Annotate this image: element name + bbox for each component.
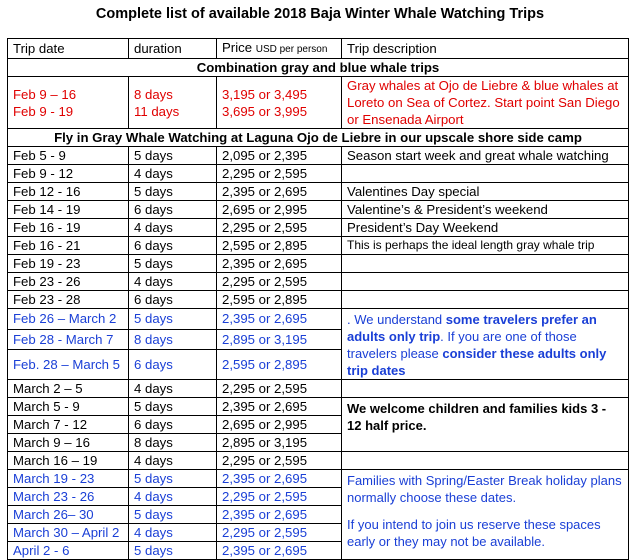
table-row bbox=[8, 147, 629, 165]
trip-price: 2,695 or 2,995 bbox=[217, 201, 342, 219]
trip-price: 2,295 or 2,595 bbox=[217, 273, 342, 291]
trip-duration: 5 days bbox=[129, 255, 217, 273]
trip-date: March 30 – April 2 bbox=[8, 524, 129, 542]
trip-description bbox=[342, 291, 629, 309]
table-row bbox=[8, 380, 629, 398]
trip-price: 2,395 or 2,695 bbox=[217, 398, 342, 416]
combo-duration-1: 8 days bbox=[134, 86, 173, 102]
trip-description bbox=[342, 452, 629, 470]
spring-note-1: Families with Spring/Easter Break holiday plans normally choose these dates. bbox=[347, 473, 622, 505]
trip-duration: 4 days bbox=[129, 488, 217, 506]
table-row bbox=[8, 452, 629, 470]
trip-date: Feb 5 - 9 bbox=[8, 147, 129, 165]
trip-duration: 5 days bbox=[129, 470, 217, 488]
header-price-label: Price bbox=[222, 40, 253, 55]
trip-price: 2,295 or 2,595 bbox=[217, 488, 342, 506]
trip-duration: 5 days bbox=[129, 506, 217, 524]
header-trip-date: Trip date bbox=[8, 39, 129, 59]
table-row bbox=[8, 255, 629, 273]
header-description: Trip description bbox=[342, 39, 629, 59]
trip-duration: 6 days bbox=[129, 350, 217, 380]
trip-price: 2,295 or 2,595 bbox=[217, 524, 342, 542]
combo-date-1: Feb 9 – 16 bbox=[13, 86, 77, 102]
combo-durations bbox=[129, 77, 217, 129]
trip-date: Feb 12 - 16 bbox=[8, 183, 129, 201]
trip-date: March 2 – 5 bbox=[8, 380, 129, 398]
trip-date: Feb 19 - 23 bbox=[8, 255, 129, 273]
trip-price: 2,395 or 2,695 bbox=[217, 255, 342, 273]
page-title: Complete list of available 2018 Baja Winter Whale Watching Trips bbox=[95, 6, 545, 22]
trip-description: President’s Day Weekend bbox=[342, 219, 629, 237]
trip-description bbox=[342, 165, 629, 183]
trip-price: 2,595 or 2,895 bbox=[217, 350, 342, 380]
table-row bbox=[8, 273, 629, 291]
trip-date: Feb 16 - 19 bbox=[8, 219, 129, 237]
trip-price: 2,395 or 2,695 bbox=[217, 183, 342, 201]
trip-duration: 4 days bbox=[129, 452, 217, 470]
combo-description: Gray whales at Ojo de Liebre & blue whales at Loreto on Sea of Cortez. Start point San Diego or Ensenada Airport bbox=[342, 77, 629, 129]
trip-duration: 8 days bbox=[129, 329, 217, 350]
section-row-flyin bbox=[8, 129, 629, 147]
combo-price-1: 3,195 or 3,495 bbox=[222, 86, 308, 102]
trip-date: Feb. 28 – March 5 bbox=[8, 350, 129, 380]
trip-price: 2,295 or 2,595 bbox=[217, 219, 342, 237]
table-row bbox=[8, 183, 629, 201]
adults-note-part2: some travelers prefer an adults only trip bbox=[347, 312, 597, 344]
trip-duration: 6 days bbox=[129, 416, 217, 434]
trip-date: March 26– 30 bbox=[8, 506, 129, 524]
trip-duration: 4 days bbox=[129, 165, 217, 183]
combo-duration-2: 11 days bbox=[134, 103, 180, 119]
trip-date: Feb 23 - 28 bbox=[8, 291, 129, 309]
trip-description: Valentine’s & President’s weekend bbox=[342, 201, 629, 219]
trip-date: March 23 - 26 bbox=[8, 488, 129, 506]
trip-date: March 16 – 19 bbox=[8, 452, 129, 470]
adults-note-part4: consider these adults only trip dates bbox=[347, 346, 607, 378]
header-price bbox=[217, 39, 342, 59]
table-row bbox=[8, 237, 629, 255]
trip-price: 2,095 or 2,395 bbox=[217, 147, 342, 165]
table-row bbox=[8, 291, 629, 309]
trip-date: March 19 - 23 bbox=[8, 470, 129, 488]
combo-prices bbox=[217, 77, 342, 129]
trip-price: 2,395 or 2,695 bbox=[217, 542, 342, 560]
table-row bbox=[8, 165, 629, 183]
trip-duration: 4 days bbox=[129, 219, 217, 237]
trip-price: 2,895 or 3,195 bbox=[217, 329, 342, 350]
trip-date: March 9 – 16 bbox=[8, 434, 129, 452]
spring-note-2: If you intend to join us reserve these spaces early or they may not be available. bbox=[347, 517, 601, 549]
table-row bbox=[8, 309, 629, 330]
trip-description: This is perhaps the ideal length gray whale trip bbox=[342, 237, 629, 255]
trip-description: Valentines Day special bbox=[342, 183, 629, 201]
table-row bbox=[8, 219, 629, 237]
spring-break-note bbox=[342, 470, 629, 560]
trip-description bbox=[342, 380, 629, 398]
trip-price: 2,395 or 2,695 bbox=[217, 506, 342, 524]
adults-note-part1: . We understand bbox=[347, 312, 446, 327]
table-row bbox=[8, 398, 629, 416]
table-row bbox=[8, 201, 629, 219]
section-title-combination: Combination gray and blue whale trips bbox=[8, 59, 629, 77]
trip-description: Season start week and great whale watching bbox=[342, 147, 629, 165]
combo-date-2: Feb 9 - 19 bbox=[13, 103, 74, 119]
section-row-combination bbox=[8, 59, 629, 77]
trip-duration: 5 days bbox=[129, 147, 217, 165]
header-price-unit: USD per person bbox=[255, 44, 328, 55]
trip-price: 2,295 or 2,595 bbox=[217, 452, 342, 470]
trip-price: 2,295 or 2,595 bbox=[217, 165, 342, 183]
trip-duration: 6 days bbox=[129, 291, 217, 309]
trip-price: 2,695 or 2,995 bbox=[217, 416, 342, 434]
trips-table bbox=[7, 38, 629, 560]
trip-description bbox=[342, 273, 629, 291]
trip-date: Feb 28 - March 7 bbox=[8, 329, 129, 350]
header-duration: duration bbox=[129, 39, 217, 59]
trip-price: 2,595 or 2,895 bbox=[217, 237, 342, 255]
trip-description bbox=[342, 255, 629, 273]
trip-date: April 2 - 6 bbox=[8, 542, 129, 560]
trip-date: March 7 - 12 bbox=[8, 416, 129, 434]
trip-date: March 5 - 9 bbox=[8, 398, 129, 416]
trip-date: Feb 23 - 26 bbox=[8, 273, 129, 291]
trip-duration: 4 days bbox=[129, 273, 217, 291]
trip-date: Feb 9 - 12 bbox=[8, 165, 129, 183]
trip-price: 2,395 or 2,695 bbox=[217, 470, 342, 488]
trip-duration: 6 days bbox=[129, 201, 217, 219]
trip-duration: 6 days bbox=[129, 237, 217, 255]
trip-duration: 5 days bbox=[129, 398, 217, 416]
trip-date: Feb 26 – March 2 bbox=[8, 309, 129, 330]
adults-note-part3: . If you are one of those travelers please bbox=[347, 329, 577, 361]
trip-price: 2,895 or 3,195 bbox=[217, 434, 342, 452]
trip-price: 2,295 or 2,595 bbox=[217, 380, 342, 398]
families-note: We welcome children and families kids 3 - 12 half price. bbox=[342, 398, 629, 452]
trip-duration: 8 days bbox=[129, 434, 217, 452]
combo-dates bbox=[8, 77, 129, 129]
trip-duration: 5 days bbox=[129, 183, 217, 201]
header-row bbox=[8, 39, 629, 59]
table-row bbox=[8, 470, 629, 488]
trip-date: Feb 16 - 21 bbox=[8, 237, 129, 255]
trip-duration: 5 days bbox=[129, 309, 217, 330]
adults-only-note bbox=[342, 309, 629, 380]
combo-price-2: 3,695 or 3,995 bbox=[222, 103, 308, 119]
trip-price: 2,395 or 2,695 bbox=[217, 309, 342, 330]
trip-price: 2,595 or 2,895 bbox=[217, 291, 342, 309]
trip-duration: 5 days bbox=[129, 542, 217, 560]
section-title-flyin: Fly in Gray Whale Watching at Laguna Ojo de Liebre in our upscale shore side camp bbox=[8, 129, 629, 147]
trip-duration: 4 days bbox=[129, 380, 217, 398]
trip-duration: 4 days bbox=[129, 524, 217, 542]
combo-row bbox=[8, 77, 629, 129]
trip-date: Feb 14 - 19 bbox=[8, 201, 129, 219]
